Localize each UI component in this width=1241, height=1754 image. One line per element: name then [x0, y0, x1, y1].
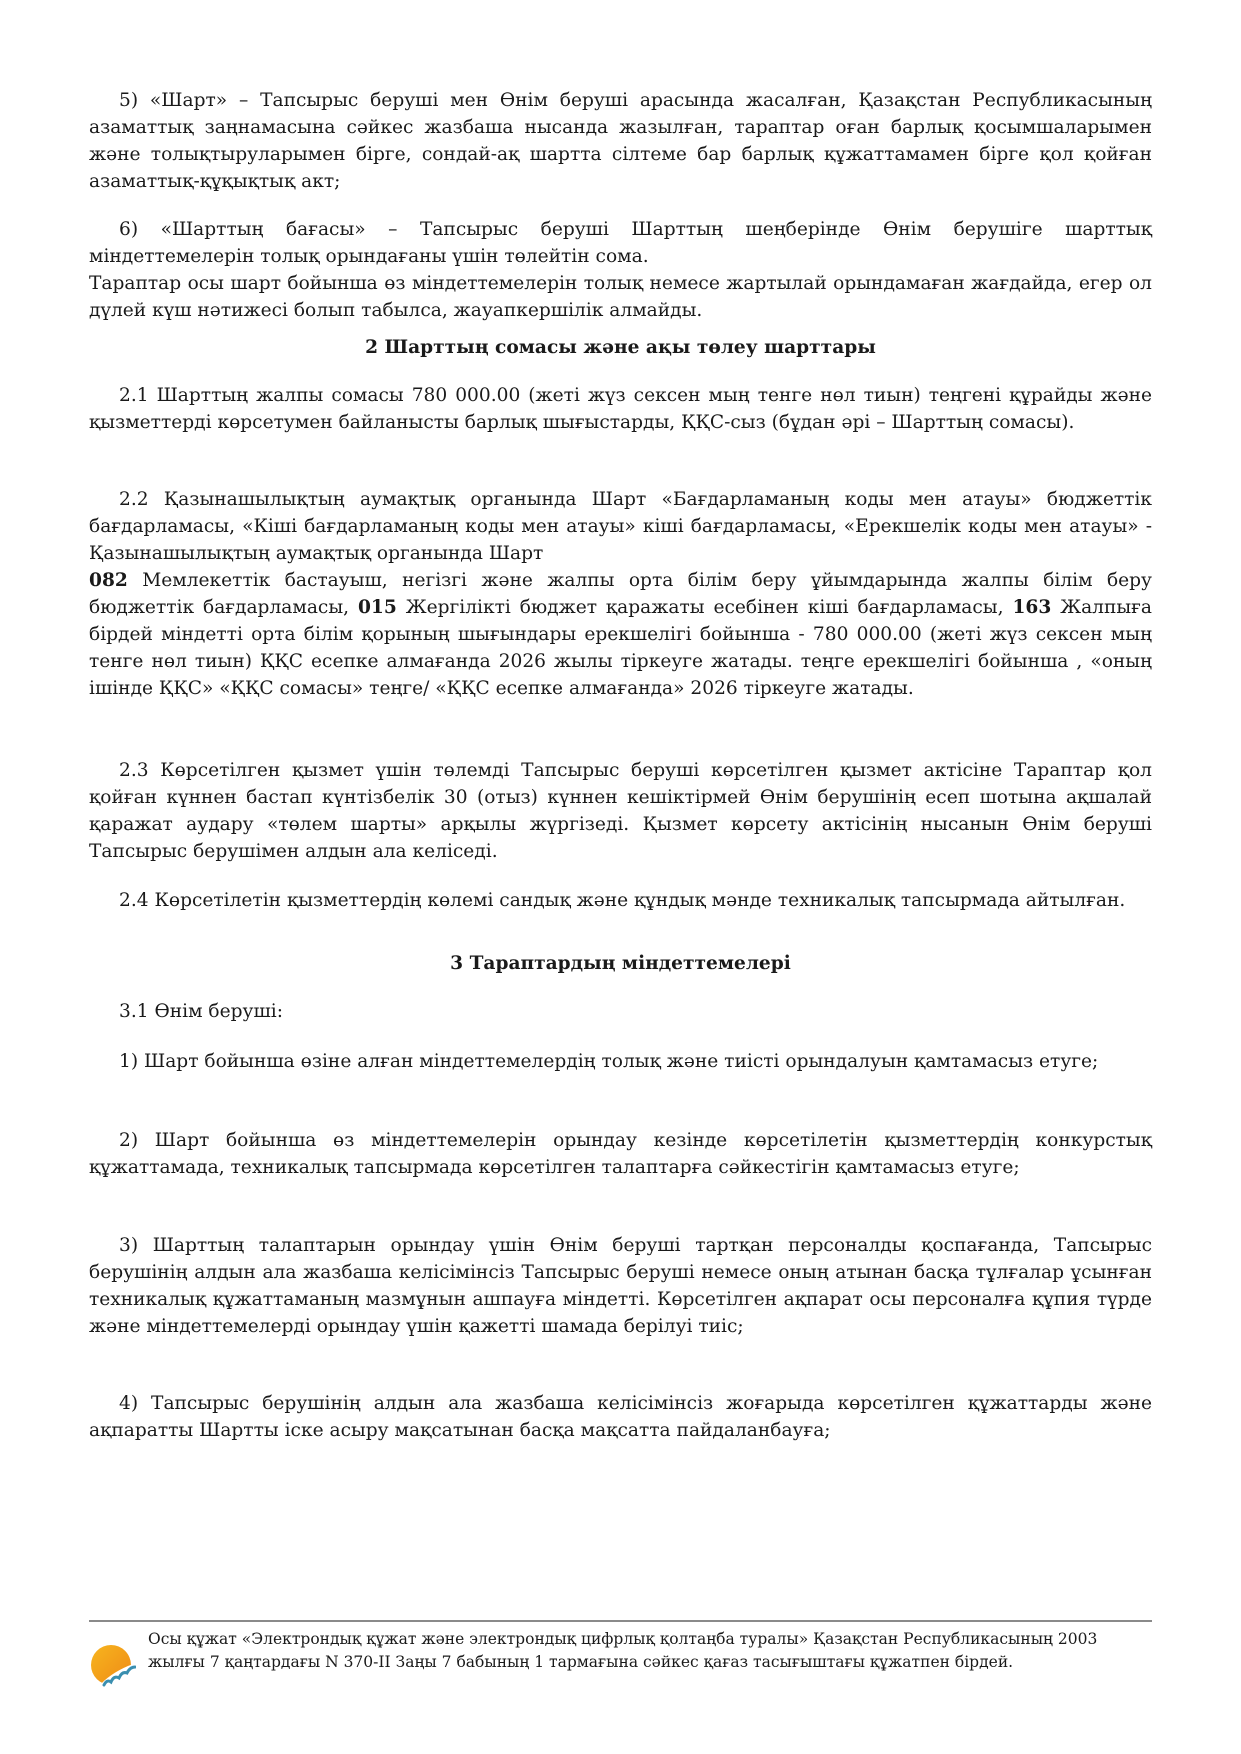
section-heading-3: 3 Тараптардың міндеттемелері: [450, 953, 791, 974]
paragraph-6-contract-price: 6) «Шарттың бағасы» – Тапсырыс беруші Шарттың шеңберінде Өнім берушіге шарттық міндеттемелерін толық орындағаны үшін төлейтін сома.: [89, 219, 1152, 267]
egov-sun-logo-icon: [90, 1641, 136, 1691]
paragraph-force-majeure: Тараптар осы шарт бойынша өз міндеттемелерін толық немесе жартылай орындамаған жағдайда, егер ол дүлей күш нәтижесі болып табылса, жауапкершілік алмайды.: [89, 273, 1152, 321]
list-item-1: 1) Шарт бойынша өзіне алған міндеттемелердің толық және тиісті орындалуын қамтамасыз етуге;: [119, 1051, 1099, 1072]
list-item-2: 2) Шарт бойынша өз міндеттемелерін орындау кезінде көрсетілетін қызметтердің конкурстық құжаттамада, техникалық тапсырмада көрсетілген талаптарға сәйкестігін қамтамасыз етуге;: [89, 1130, 1152, 1178]
subprogram-code: 015: [357, 597, 397, 618]
paragraph-2-2-intro: 2.2 Қазынашылықтың аумақтық органында Шарт «Бағдарламаның коды мен атауы» бюджеттік бағдарламасы, «Кіші бағдарламаның коды мен атауы» кіші бағдарламасы, «Ерекшелік коды мен атауы» - Қазынашылықтың аумақтық органында Шарт: [89, 489, 1152, 564]
paragraph-2-4: 2.4 Көрсетілетін қызметтердің көлемі сандық және құндық мәнде техникалық тапсырмада айтылған.: [119, 890, 1126, 911]
specific-code: 163: [1012, 597, 1052, 618]
footer-legal-notice: Осы құжат «Электрондық құжат және электрондық цифрлық қолтаңба туралы» Қазақстан Республикасының 2003 жылғы 7 қаңтардағы N 370-II Заңы 7 бабының 1 тармағына сәйкес қағаз тасығыштағы құжатпен бірдей.: [148, 1630, 1098, 1671]
footer-divider: [89, 1620, 1152, 1622]
specific-text: Жалпыға бірдей міндетті орта білім қорының шығындары ерекшелігі бойынша - 780 000.00 (жеті жүз сексен мың тенге нөл тиын) ҚҚС есепке алмағанда 2026 жылы тіркеуге жатады. теңге ерекшелігі бойынша , «оның ішінде ҚҚС» «ҚҚС сомасы» теңге/ «ҚҚС есепке алмағанда» 2026 тіркеуге жатады.: [89, 597, 1152, 699]
list-item-4: 4) Тапсырыс берушінің алдын ала жазбаша келісімінсіз жоғарыда көрсетілген құжаттарды және ақпаратты Шартты іске асыру мақсатынан басқа мақсатта пайдаланбауға;: [89, 1393, 1152, 1441]
list-item-3: 3) Шарттың талаптарын орындау үшін Өнім беруші тартқан персоналды қоспағанда, Тапсырыс берушінің алдын ала жазбаша келісімінсіз Тапсырыс беруші немесе оның атынан басқа тұлғалар ұсынған техникалық құжаттаманың мазмұнын ашпауға міндетті. Көрсетілген ақпарат осы персоналға құпия түрде және міндеттемелерді орындау үшін қажетті шамада берілуі тиіс;: [89, 1235, 1152, 1337]
paragraph-2-3: 2.3 Көрсетілген қызмет үшін төлемді Тапсырыс беруші көрсетілген қызмет актісіне Тараптар қол қойған күннен бастап күнтізбелік 30 (отыз) күннен кешіктірмей Өнім берушінің есеп шотына ақшалай қаражат аудару «төлем шарты» арқылы жүргізеді. Қызмет көрсету актісінің нысанын Өнім беруші Тапсырыс берушімен алдын ала келіседі.: [89, 760, 1152, 862]
paragraph-2-2: [89, 486, 1152, 702]
section-heading-2: 2 Шарттың сомасы және ақы төлеу шарттары: [365, 337, 876, 358]
budget-program-text: Мемлекеттік бастауыш, негізгі және жалпы орта білім беру ұйымдарында жалпы білім беру бюджеттік бағдарламасы,: [89, 570, 1152, 618]
paragraph-5-contract-definition: 5) «Шарт» – Тапсырыс беруші мен Өнім беруші арасында жасалған, Қазақстан Республикасының азаматтық заңнамасына сәйкес жазбаша нысанда жазылған, тараптар оған барлық қосымшаларымен және толықтыруларымен бірге, сондай-ақ шартта сілтеме бар барлық құжаттамамен бірге қол қойған азаматтық-құқықтық акт;: [89, 90, 1152, 192]
budget-program-code: 082: [89, 570, 128, 591]
subprogram-text: Жергілікті бюджет қаражаты есебінен кіші бағдарламасы,: [396, 597, 1013, 618]
paragraph-2-2-body: [89, 570, 1152, 699]
paragraph-2-1: 2.1 Шарттың жалпы сомасы 780 000.00 (жеті жүз сексен мың тенге нөл тиын) теңгені құрайды және қызметтерді көрсетумен байланысты барлық шығыстарды, ҚҚС-сыз (бұдан әрі – Шарттың сомасы).: [89, 385, 1152, 433]
paragraph-3-1: 3.1 Өнім беруші:: [119, 1001, 283, 1022]
